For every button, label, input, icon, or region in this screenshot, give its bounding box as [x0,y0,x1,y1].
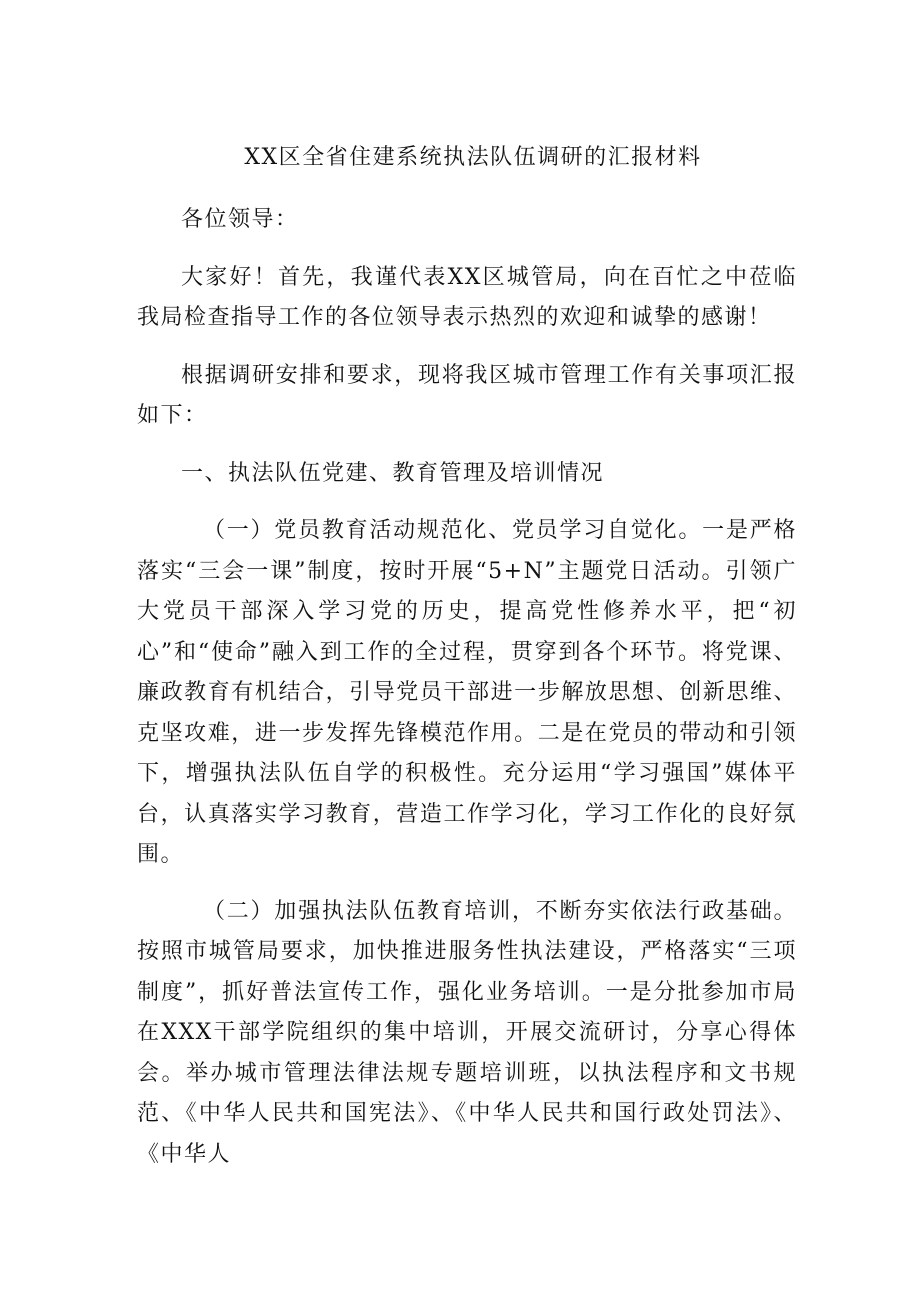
section-item-1-paragraph: （一）党员教育活动规范化、党员学习自觉化。一是严格落实“三会一课”制度，按时开展“5+N”主题党日活动。引领广大党员干部深入学习党的历史，提高党性修养水平，把“初心”和“使命”融入到工作的全过程，贯穿到各个环节。将党课、廉政教育有机结合，引导党员干部进一步解放思想、创新思维、克坚攻难，进一步发挥先锋模范作用。二是在党员的带动和引领下，增强执法队伍自学的积极性。充分运用“学习强国”媒体平台，认真落实学习教育，营造工作学习化，学习工作化的良好氛围。 [137,518,797,867]
document-body [137,138,797,1175]
section-heading: 一、执法队伍党建、教育管理及培训情况 [181,460,605,486]
intro-paragraph: 根据调研安排和要求，现将我区城市管理工作有关事项汇报如下： [137,362,797,428]
document-title: XX区全省住建系统执法队伍调研的汇报材料 [244,145,702,170]
section-item-2-paragraph: （二）加强执法队伍教育培训，不断夯实依法行政基础。按照市城管局要求，加快推进服务性执法建设，严格落实“三项制度”，抓好普法宣传工作，强化业务培训。一是分批参加市局在XXX干部学院组织的集中培训，开展交流研讨，分享心得体会。举办城市管理法律法规专题培训班，以执法程序和文书规范、《中华人民共和国宪法》、《中华人民共和国行政处罚法》、《中华人 [137,898,797,1167]
greeting-paragraph: 大家好！首先，我谨代表XX区城管局，向在百忙之中莅临我局检查指导工作的各位领导表示热烈的欢迎和诚挚的感谢！ [137,264,797,330]
salutation-paragraph: 各位领导： [181,207,299,232]
